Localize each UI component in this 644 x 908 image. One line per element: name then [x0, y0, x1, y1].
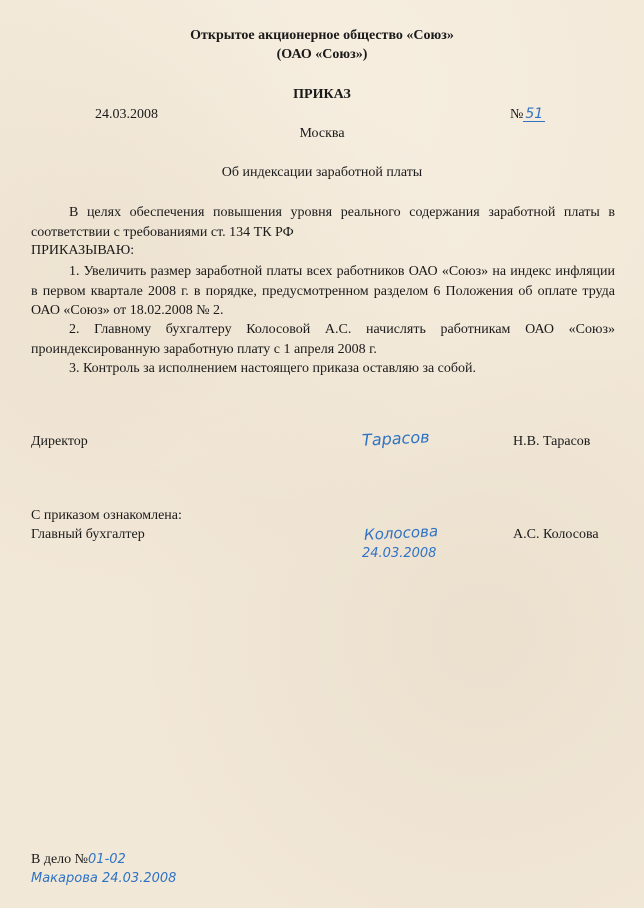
director-name: Н.В. Тарасов: [513, 434, 591, 449]
filing-case-number: 01-02: [88, 852, 126, 867]
document-type-title: ПРИКАЗ: [293, 87, 351, 102]
filing-note: [31, 851, 126, 869]
acquainted-label: С приказом ознакомлена:: [31, 508, 182, 523]
company-name: Открытое акционерное общество «Союз»: [190, 28, 454, 43]
order-item-2: 2. Главному бухгалтеру Колосовой А.С. начислять работникам ОАО «Союз» проиндексированную заработную плату с 1 апреля 2008 г.: [31, 322, 615, 357]
company-short-name: (ОАО «Союз»): [276, 47, 368, 62]
number-value: 51: [523, 107, 545, 122]
preamble-paragraph: В целях обеспечения повышения уровня реального содержания заработной платы в соответствии с требованиями ст. 134 ТК РФ: [31, 205, 615, 240]
accountant-signature-date: 24.03.2008: [362, 546, 437, 561]
accountant-title: Главный бухгалтер: [31, 527, 145, 542]
document-subject: Об индексации заработной платы: [221, 165, 423, 180]
director-signature: Тарасов: [361, 427, 430, 450]
number-label: №: [510, 107, 524, 122]
filing-signer: Макарова: [31, 871, 98, 886]
director-title: Директор: [31, 434, 88, 449]
order-item-3: 3. Контроль за исполнением настоящего приказа оставляю за собой.: [69, 361, 477, 376]
filing-date: 24.03.2008: [101, 871, 177, 886]
document-number: [510, 106, 545, 124]
filing-label: В дело №: [31, 852, 89, 867]
order-word: ПРИКАЗЫВАЮ:: [31, 243, 135, 258]
document-city: Москва: [299, 126, 345, 141]
accountant-signature: Колосова: [363, 522, 439, 544]
accountant-name: А.С. Колосова: [513, 527, 599, 542]
order-item-1: 1. Увеличить размер заработной платы всех работников ОАО «Союз» на индекс инфляции в первом квартале 2008 г. в порядке, предусмотренном разделом 6 Положения об оплате труда ОАО «Союз» от 18.02.2008 № 2.: [31, 264, 615, 318]
document-date: 24.03.2008: [95, 107, 158, 122]
filing-signature: [31, 870, 176, 888]
